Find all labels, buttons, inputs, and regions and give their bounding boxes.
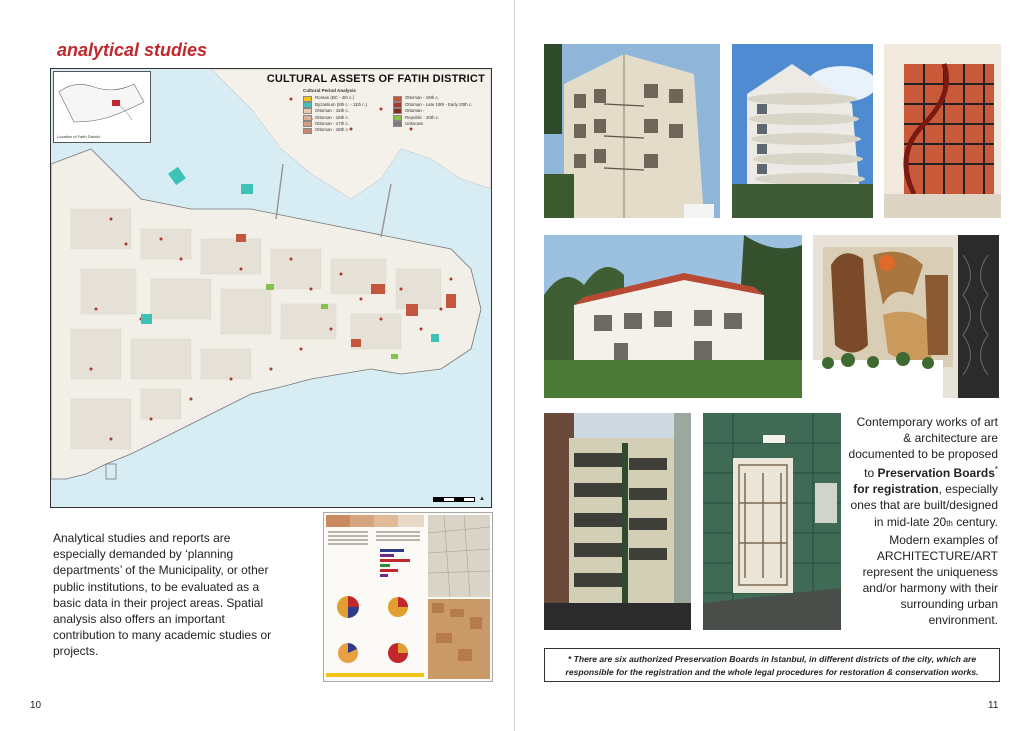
north-arrow-icon: ▲ bbox=[479, 496, 485, 502]
scale-bar-graphic bbox=[433, 497, 475, 502]
map-legend bbox=[303, 88, 483, 134]
legend-swatch bbox=[303, 102, 312, 108]
legend-title: Cultural Period Analysis bbox=[303, 88, 356, 93]
description-bold-registration: for registration bbox=[853, 482, 939, 497]
legend-label: Republic - 20th c. bbox=[405, 114, 440, 120]
legend-swatch bbox=[393, 102, 402, 108]
legend-label: Unknown bbox=[405, 120, 424, 126]
legend-item bbox=[393, 121, 483, 127]
legend-label: Roman (BC - 4th c.) bbox=[315, 95, 355, 101]
photo-graphic bbox=[884, 44, 1001, 218]
photo-graphic bbox=[544, 413, 691, 630]
page-number-right: 11 bbox=[988, 700, 999, 711]
legend-label: Ottoman - 19th c. bbox=[405, 95, 439, 101]
photo-graphic bbox=[732, 44, 873, 218]
curved-balcony-building-photo bbox=[732, 44, 873, 218]
legend-label: Ottoman - 16th c. bbox=[315, 114, 349, 120]
description-intro: Contemporary works of art & architecture are documented to be proposed to bbox=[848, 415, 998, 481]
legend-column-right bbox=[393, 95, 483, 133]
body-paragraph: Analytical studies and reports are especially demanded by ‘planning departments’ of the Municipality, or other public institutions, to be evaluated as a basic data in their project areas. Spatial analysis also offers an important contribution to many academic studies or projects. bbox=[53, 531, 272, 659]
page-number-left: 10 bbox=[30, 700, 42, 711]
legend-swatch bbox=[393, 96, 402, 102]
cultural-assets-map bbox=[50, 68, 492, 508]
inset-outline bbox=[54, 72, 150, 142]
registration-description bbox=[846, 414, 998, 628]
description-middle: , especially ones that are built/designed in mid-late 20 bbox=[850, 482, 998, 529]
photo-graphic bbox=[544, 235, 802, 398]
legend-swatch bbox=[303, 96, 312, 102]
section-title: analytical studies bbox=[57, 40, 208, 60]
striped-apartment-photo bbox=[544, 413, 691, 630]
report-thumbnail-graphic bbox=[324, 513, 492, 681]
footnote-box: * There are six authorized Preservation Boards in Istanbul, in different districts of the city, which are responsible for the registration and the whole legal procedures for restoration & conservation works. bbox=[544, 648, 1000, 682]
legend-swatch bbox=[303, 128, 312, 134]
apartment-corner-photo bbox=[544, 44, 720, 218]
description-bold-term: Preservation Boards bbox=[877, 466, 995, 481]
white-villa-photo bbox=[544, 235, 802, 398]
map-scale-bar bbox=[433, 496, 485, 502]
map-title: CULTURAL ASSETS OF FATIH DISTRICT bbox=[266, 73, 485, 85]
legend-swatch bbox=[393, 108, 402, 114]
legend-item bbox=[303, 127, 393, 133]
photo-graphic bbox=[813, 235, 999, 398]
legend-label: Ottoman - Late 19th - Early 20th c. bbox=[405, 101, 473, 107]
green-tile-entrance-photo bbox=[703, 413, 841, 630]
description-end: century. Modern examples of ARCHITECTURE/ART represent the uniqueness and/or harmony with their surrounding urban environment. bbox=[862, 514, 998, 628]
mosaic-relief-photo bbox=[813, 235, 999, 398]
legend-swatch bbox=[303, 115, 312, 121]
legend-label: Ottoman - 18th c. bbox=[315, 127, 349, 133]
ordinal-suffix: th bbox=[946, 518, 953, 528]
legend-label: Ottoman - 15th c. bbox=[315, 108, 349, 114]
footnote-marker: * bbox=[994, 465, 998, 475]
legend-swatch bbox=[393, 115, 402, 121]
legend-label: Ottoman - 17th c. bbox=[315, 120, 349, 126]
legend-swatch bbox=[303, 121, 312, 127]
legend-swatch bbox=[393, 121, 402, 127]
analysis-report-thumbnail bbox=[323, 512, 493, 682]
legend-swatch bbox=[303, 108, 312, 114]
legend-label: Byzantium (5th c. - 11th c.) bbox=[315, 101, 368, 107]
inset-caption: Location of Fatih District bbox=[57, 134, 100, 139]
photo-graphic bbox=[544, 44, 720, 218]
spiral-staircase-photo bbox=[884, 44, 1001, 218]
location-inset-map bbox=[53, 71, 151, 143]
legend-column-left bbox=[303, 95, 393, 133]
photo-graphic bbox=[703, 413, 841, 630]
legend-label: Ottoman - bbox=[405, 108, 425, 114]
